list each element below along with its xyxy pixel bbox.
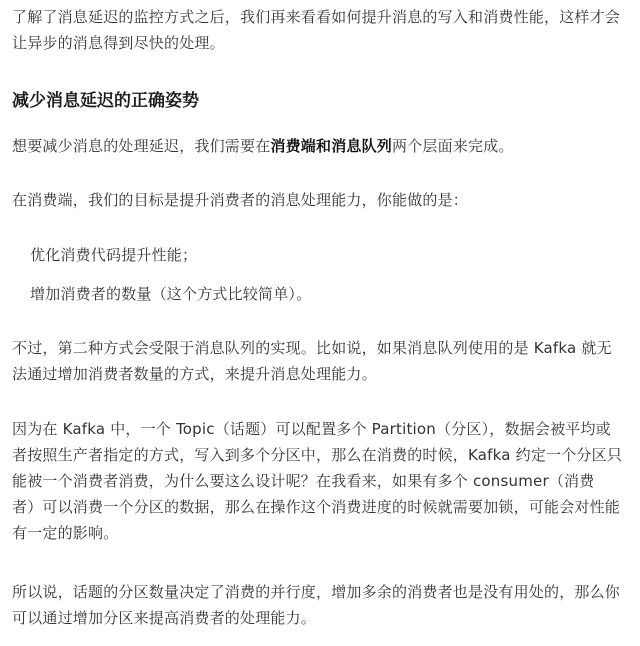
intro-line-1: 了解了消息延迟的监控方式之后，我们再来看看如何提升消息的写入和消费性能，这样才会 [12,8,621,26]
paragraph-1-bold: 消费端和消息队列 [270,137,393,155]
paragraph-1-before: 想要减少消息的处理延迟，我们需要在 [12,137,271,155]
paragraph-3-line-1: 不过，第二种方式会受限于消息队列的实现。比如说，如果消息队列使用的是 Kafka 就无 [12,339,612,357]
paragraph-3 [12,335,634,387]
paragraph-5-line-2: 可以通过增加分区来提高消费者的处理能力。 [12,609,317,627]
paragraph-4-line-1: 因为在 Kafka 中，一个 Topic（话题）可以配置多个 Partition（分区），数据会被平均或 [12,420,611,438]
paragraph-4 [12,416,634,546]
paragraph-3-line-2: 法通过增加消费者数量的方式，来提升消息处理能力。 [12,365,377,383]
list-item [12,281,634,307]
paragraph-4-line-5: 有一定的影响。 [12,524,119,542]
paragraph-1-text [12,133,634,159]
paragraph-5 [12,579,634,631]
paragraph-1 [12,133,634,159]
paragraph-1-after: 两个层面来完成。 [392,137,514,155]
section-title-block [12,88,634,114]
list-item-1: 优化消费代码提升性能； [30,246,198,264]
paragraph-2 [12,187,634,213]
intro-line-2: 让异步的消息得到尽快的处理。 [12,34,225,52]
list-item [12,242,634,268]
list-item-2: 增加消费者的数量（这个方式比较简单）。 [30,285,312,303]
intro-paragraph [12,4,634,56]
paragraph-2-text: 在消费端，我们的目标是提升消费者的消息处理能力，你能做的是： [12,191,469,209]
paragraph-5-line-1: 所以说，话题的分区数量决定了消费的并行度，增加多余的消费者也是没有用处的，那么你 [12,583,621,601]
paragraph-4-line-3: 能被一个消费者消费，为什么要这么设计呢？在我看来，如果有多个 consumer（消费 [12,472,595,490]
section-title: 减少消息延迟的正确姿势 [12,91,199,111]
paragraph-4-line-4: 者）可以消费一个分区的数据，那么在操作这个消费进度的时候就需要加锁，可能会对性能 [12,498,621,516]
paragraph-4-line-2: 者按照生产者指定的方式，写入到多个分区中，那么在消费的时候，Kafka 约定一个分区只 [12,446,623,464]
